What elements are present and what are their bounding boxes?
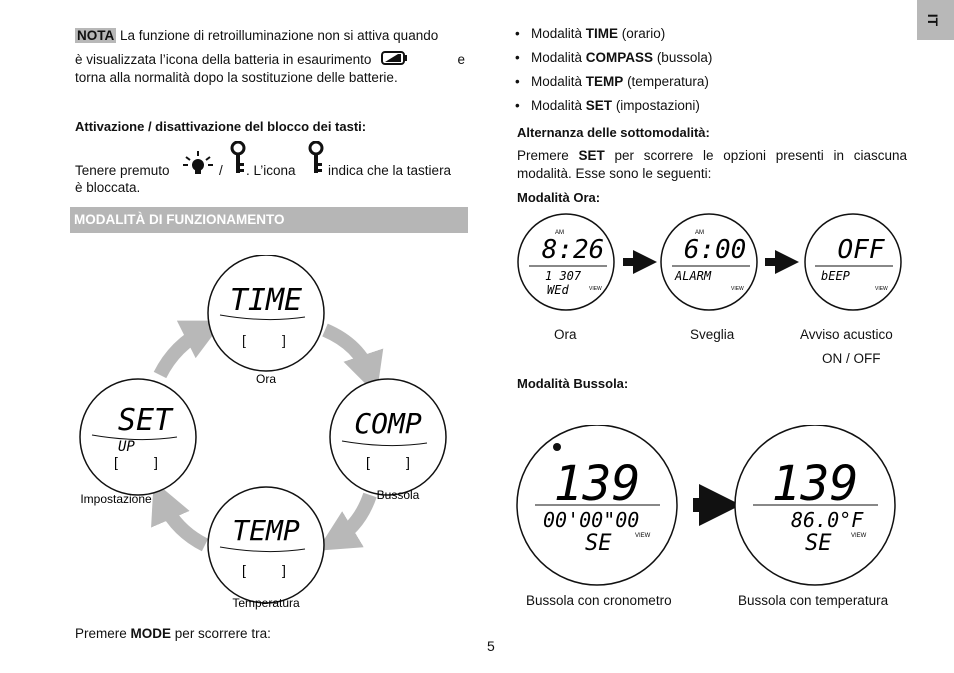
lock-text-a: Tenere premuto [75, 163, 170, 178]
watch-alarm [661, 214, 757, 310]
language-tab [917, 0, 954, 40]
arrow-compass-to-temp [335, 495, 370, 540]
svg-text:VIEW: VIEW [851, 533, 867, 539]
svg-text:139: 139 [553, 456, 641, 512]
mode-line-prefix: Premere [75, 626, 127, 641]
watch-temp [208, 487, 324, 603]
svg-text:AM: AM [555, 230, 564, 236]
svg-text:OFF: OFF [837, 235, 885, 265]
nota-label: NOTA [77, 28, 115, 43]
svg-text:[: [ [366, 454, 370, 470]
svg-text:bEEP: bEEP [821, 269, 850, 283]
svg-text:SE: SE [585, 531, 612, 556]
svg-text:]: ] [406, 454, 410, 470]
arrow-temp-to-set [162, 500, 205, 545]
label-avviso: Avviso acustico [800, 327, 893, 342]
label-compass-chrono: Bussola con cronometro [526, 593, 672, 608]
label-sveglia: Sveglia [690, 327, 735, 342]
mode-line-suffix: per scorrere tra: [174, 626, 271, 641]
section-title: MODALITÀ DI FUNZIONAMENTO [74, 212, 285, 227]
svg-text:6:00: 6:00 [683, 235, 747, 265]
compass-submode-diagram [515, 425, 915, 590]
key-lock-heading: Attivazione / disattivazione del blocco dei tasti: [75, 119, 367, 134]
svg-text:]: ] [282, 562, 286, 578]
time-submode-diagram [515, 212, 915, 312]
key-lock-line-2: è bloccata. [75, 180, 141, 195]
submode-line-2: modalità. Esse sono le seguenti: [517, 166, 712, 181]
nota-text-2: è visualizzata l’icona della batteria in esaurimento [75, 52, 372, 67]
backlight-button-icon [182, 149, 214, 175]
label-temp: Temperatura [232, 596, 300, 610]
label-ora: Ora [554, 327, 577, 342]
label-on-off: ON / OFF [822, 351, 881, 366]
svg-text:[: [ [242, 332, 246, 348]
svg-text:[: [ [114, 454, 118, 470]
time-mode-heading: Modalità Ora: [517, 190, 601, 205]
section-heading-bar [70, 207, 468, 233]
svg-text:]: ] [282, 332, 286, 348]
svg-text:139: 139 [771, 456, 859, 512]
lock-text-d: indica che la tastiera [328, 163, 452, 178]
nota-text-3: torna alla normalità dopo la sostituzione delle batterie. [75, 70, 398, 85]
svg-text:1 307: 1 307 [545, 269, 582, 283]
arrow-set-to-time [160, 330, 205, 375]
mode-line [75, 624, 271, 644]
display-set-sub: UP [118, 439, 135, 455]
arrow-time-to-compass [325, 330, 370, 375]
lock-text-b: / [219, 163, 223, 178]
watch-beep [805, 214, 901, 310]
page-number: 5 [487, 638, 495, 654]
bullet-item: • Modalità TEMP (temperatura) [515, 74, 709, 89]
bullet-item: • Modalità SET (impostazioni) [515, 98, 700, 113]
label-set: Impostazione [80, 492, 152, 506]
submode-heading: Alternanza delle sottomodalità: [517, 125, 710, 140]
watch-time [208, 255, 324, 371]
compass-mode-heading: Modalità Bussola: [517, 376, 629, 391]
bullet-item: • Modalità COMPASS (bussola) [515, 50, 713, 65]
watch-compass-chrono [517, 425, 677, 585]
label-time: Ora [255, 372, 277, 386]
svg-text:]: ] [154, 454, 158, 470]
key-lock-icon [308, 141, 324, 175]
key-button-icon [230, 141, 246, 175]
battery-low-icon [381, 51, 409, 65]
label-compass-temp: Bussola con temperatura [738, 593, 889, 608]
svg-text:00'00"00: 00'00"00 [543, 508, 640, 532]
display-time: TIME [229, 283, 303, 318]
svg-text:VIEW: VIEW [875, 286, 888, 292]
watch-time-ora [518, 214, 614, 310]
svg-text:VIEW: VIEW [635, 533, 651, 539]
mode-cycle-diagram [70, 255, 470, 625]
lock-text-c: . L’icona [246, 163, 296, 178]
note-line-1 [75, 26, 438, 46]
svg-text:ALARM: ALARM [675, 269, 712, 283]
svg-text:WEd: WEd [547, 283, 569, 297]
watch-set [80, 379, 196, 495]
nota-text-2b: e [457, 52, 465, 67]
bullet-item: • Modalità TIME (orario) [515, 26, 666, 41]
label-compass: Bussola [376, 488, 420, 502]
svg-text:VIEW: VIEW [731, 286, 744, 292]
svg-text:SE: SE [805, 531, 832, 556]
svg-text:AM: AM [695, 230, 704, 236]
display-temp: TEMP [232, 514, 300, 547]
language-tab-label: IT [925, 13, 942, 27]
nota-text-1: La funzione di retroilluminazione non si attiva quando [120, 28, 439, 43]
svg-text:86.0°F: 86.0°F [791, 508, 864, 532]
submode-line-1: Premere SET per scorrere le opzioni presenti in ciascuna [517, 148, 907, 163]
svg-text:VIEW: VIEW [589, 286, 602, 292]
mode-line-bold: MODE [130, 626, 172, 641]
display-set: SET [117, 403, 173, 438]
watch-compass-temp [735, 425, 895, 585]
display-compass: COMP [354, 407, 422, 440]
svg-text:8:26: 8:26 [541, 235, 605, 265]
watch-compass [330, 379, 446, 495]
svg-text:[: [ [242, 562, 246, 578]
note-line-2 [75, 50, 465, 70]
